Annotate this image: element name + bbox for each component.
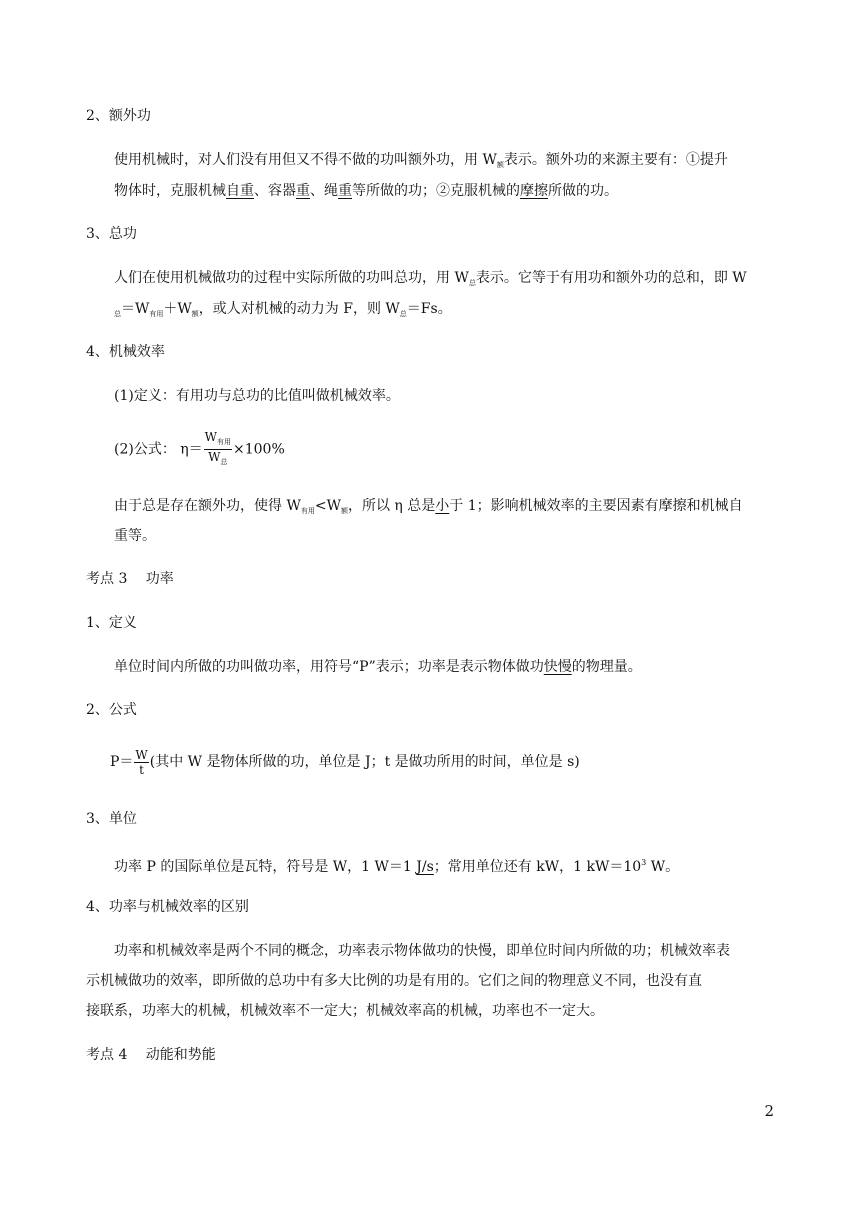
underlined-answer: J/s	[416, 859, 434, 875]
underlined-answer: 重	[296, 183, 310, 199]
section-heading-difference: 4、功率与机械效率的区别	[86, 899, 249, 915]
power-formula: P＝ $\frac{W}{t}$ (其中 W 是物体所做的功，单位是 J；t 是做功所用的时间，单位是 s)	[110, 747, 580, 777]
paragraph-line: 功率和机械效率是两个不同的概念，功率表示物体做功的快慢，即单位时间内所做的功；机械效率表	[114, 943, 730, 959]
underlined-answer: 自重	[226, 183, 254, 199]
paragraph-line: 物体时，克服机械自重、容器重、绳重等所做的功；②克服机械的摩擦所做的功。	[114, 183, 618, 199]
paragraph-line: 功率 P 的国际单位是瓦特，符号是 W，1 W＝1 J/s；常用单位还有 kW，1 $kW=10^3$ W。	[114, 858, 680, 875]
underlined-answer: 快慢	[543, 659, 572, 675]
section-heading-unit: 3、单位	[86, 811, 137, 827]
paragraph-line: 接联系，功率大的机械，机械效率不一定大；机械效率高的机械，功率也不一定大。	[86, 1003, 604, 1019]
section-heading-definition: 1、定义	[86, 615, 137, 631]
section-heading-efficiency: 4、机械效率	[86, 344, 165, 360]
paragraph-line: 重等。	[114, 528, 156, 544]
fraction: $\frac{W_{有用}}{W_总}$	[204, 430, 232, 466]
underlined-answer: 小	[435, 498, 450, 514]
efficiency-definition: (1)定义：有用功与总功的比值叫做机械效率。	[114, 388, 400, 404]
page-number: 2	[764, 1102, 774, 1120]
paragraph-line: 由于总是存在额外功，使得 $W_{有用}<W_额$，所以 η 总是小于 1；影响机械效率的主要因素有摩擦和机械自	[114, 498, 743, 515]
efficiency-formula: (2)公式： η＝ $\frac{W_{有用}}{W_总}$ ×100%	[114, 430, 285, 469]
section-heading-formula: 2、公式	[86, 702, 137, 718]
section-heading-total-work: 3、总功	[86, 226, 137, 242]
fraction: $\frac{W}{t}$	[135, 747, 148, 777]
paragraph-line: 示机械做功的效率，即所做的总功中有多大比例的功是有用的。它们之间的物理意义不同，也没有直	[86, 973, 702, 989]
exam-point-heading-power: 考点 3 功率	[86, 571, 174, 587]
paragraph-line: $_总=W_{有用}+W_额$，或人对机械的动力为 F，则 $W_总=Fs$。	[114, 301, 452, 318]
paragraph-line: 使用机械时，对人们没有用但又不得不做的功叫额外功，用 $W_额$表示。额外功的来源主要有：①提升	[114, 152, 728, 169]
exam-point-heading-energy: 考点 4 动能和势能	[86, 1047, 216, 1063]
paragraph-line: 单位时间内所做的功叫做功率，用符号“P”表示；功率是表示物体做功快慢的物理量。	[114, 659, 642, 675]
paragraph-line: 人们在使用机械做功的过程中实际所做的功叫总功，用 $W_总$表示。它等于有用功和额外功的总和，即 W	[114, 270, 747, 287]
section-heading-extra-work: 2、额外功	[86, 108, 151, 124]
underlined-answer: 重	[338, 183, 352, 199]
underlined-answer: 摩擦	[520, 183, 548, 199]
